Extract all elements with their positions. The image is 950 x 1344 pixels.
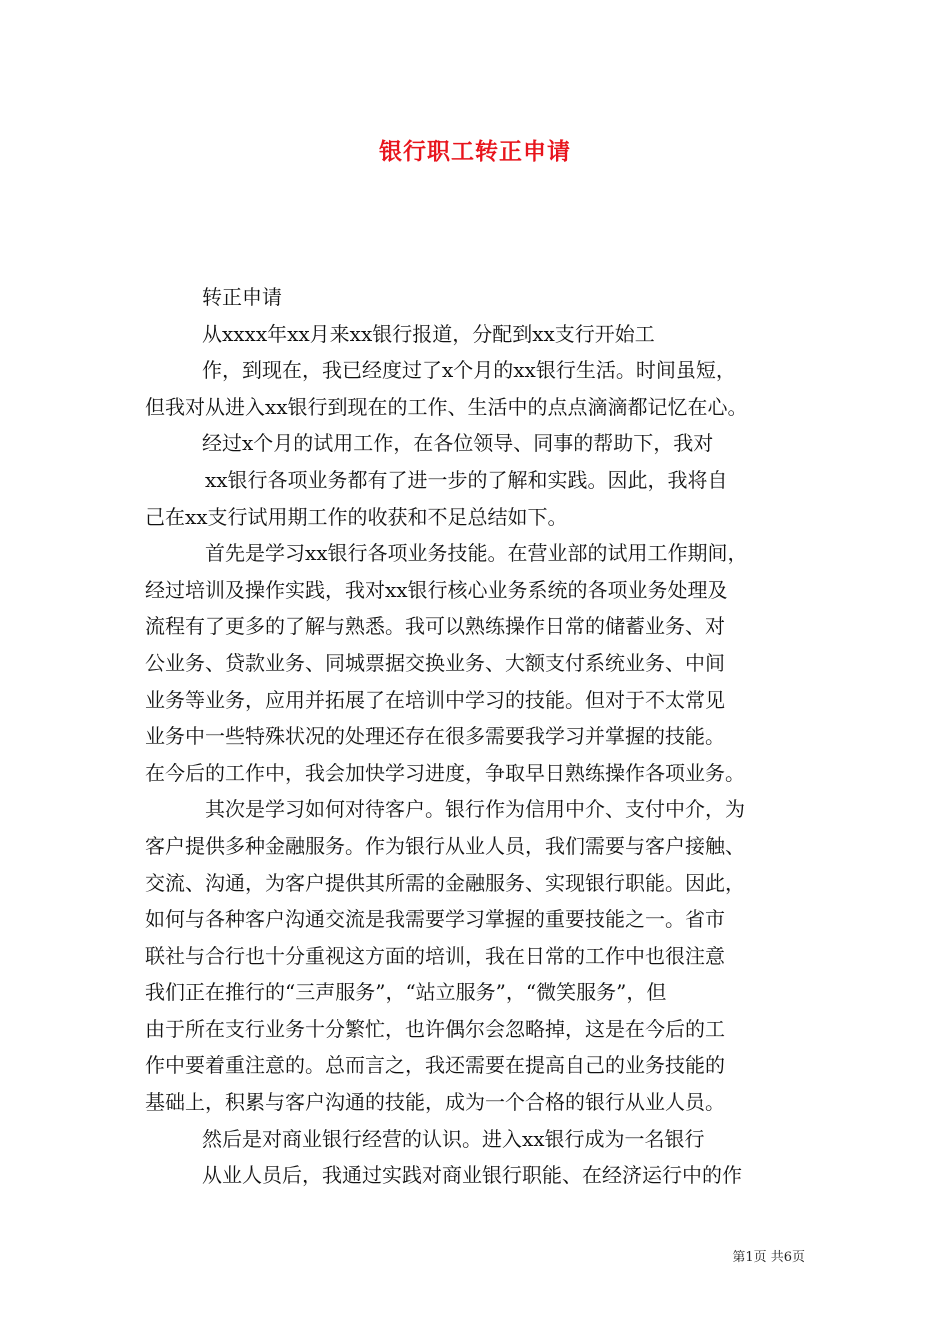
body-line: 客户提供多种金融服务。作为银行从业人员，我们需要与客户接触、: [145, 833, 745, 858]
page-number: 第1页 共6页: [732, 1250, 805, 1265]
body-line: 业务中一些特殊状况的处理还存在很多需要我学习并掌握的技能。: [145, 724, 725, 749]
body-line: 转正申请: [202, 285, 282, 309]
body-line: 经过培训及操作实践，我对xx银行核心业务系统的各项业务处理及: [145, 577, 728, 602]
body-line: 其次是学习如何对待客户。银行作为信用中介、支付中介，为: [205, 797, 745, 822]
body-line: 从业人员后，我通过实践对商业银行职能、在经济运行中的作: [202, 1163, 742, 1188]
body-line: 经过x个月的试用工作，在各位领导、同事的帮助下，我对: [202, 431, 714, 456]
body-line: 业务等业务，应用并拓展了在培训中学习的技能。但对于不太常见: [145, 687, 725, 712]
body-line: 作中要着重注意的。总而言之，我还需要在提高自己的业务技能的: [145, 1053, 725, 1078]
body-line: xx银行各项业务都有了进一步的了解和实践。因此，我将自: [205, 467, 728, 492]
body-line: 作，到现在，我已经度过了x个月的xx银行生活。时间虽短，: [202, 358, 736, 383]
body-line: 我们正在推行的“三声服务”，“站立服务”，“微笑服务”，但: [145, 980, 667, 1005]
body-line: 交流、沟通，为客户提供其所需的金融服务、实现银行职能。因此，: [145, 870, 745, 895]
body-line: 如何与各种客户沟通交流是我需要学习掌握的重要技能之一。省市: [145, 907, 725, 932]
body-line: 由于所在支行业务十分繁忙，也许偶尔会忽略掉，这是在今后的工: [145, 1016, 725, 1041]
body-line: 在今后的工作中，我会加快学习进度，争取早日熟练操作各项业务。: [145, 760, 745, 785]
body-line: 然后是对商业银行经营的认识。进入xx银行成为一名银行: [202, 1126, 705, 1151]
body-line: 己在xx支行试用期工作的收获和不足总结如下。: [145, 504, 568, 529]
body-line: 但我对从进入xx银行到现在的工作、生活中的点点滴滴都记忆在心。: [145, 394, 748, 419]
body-line: 基础上，积累与客户沟通的技能，成为一个合格的银行从业人员。: [145, 1090, 725, 1115]
body-line: 首先是学习xx银行各项业务技能。在营业部的试用工作期间，: [205, 541, 748, 566]
body-line: 从xxxx年xx月来xx银行报道，分配到xx支行开始工: [202, 321, 655, 346]
body-line: 公业务、贷款业务、同城票据交换业务、大额支付系统业务、中间: [145, 650, 725, 675]
document-body: [145, 279, 815, 1194]
body-line: 联社与合行也十分重视这方面的培训，我在日常的工作中也很注意: [145, 943, 725, 968]
document-title: 银行职工转正申请: [379, 138, 571, 165]
body-line: 流程有了更多的了解与熟悉。我可以熟练操作日常的储蓄业务、对: [145, 614, 725, 639]
